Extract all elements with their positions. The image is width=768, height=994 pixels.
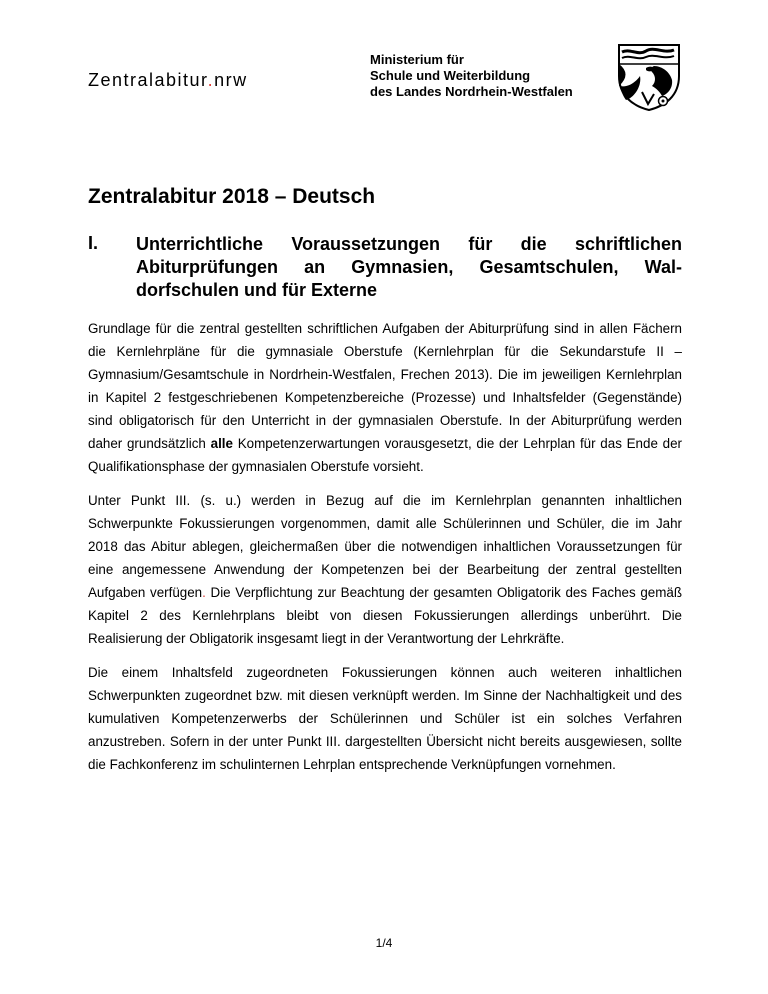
paragraph-text: Grundlage für die zentral gestellten schriftlichen Aufgaben der Abiturprüfung sind in allen Fächern die Kernlehrpläne für die gymnasiale Oberstufe (Kernlehrplan für die Sekundarstufe II – Gymnasium/Gesamtschule in Nordrhein-Westfalen, Frechen 2013). Die im jeweiligen Kernlehrplan in Kapitel 2 festgeschriebenen Kompetenzbereiche (Prozesse) und Inhaltsfelder (Gegenstände) sind obligatorisch für den Unterricht in der gymnasialen Oberstufe. In der Abiturprüfung werden daher grundsätzlich xyxy=(88,321,682,451)
nrw-coat-of-arms-icon xyxy=(616,42,682,112)
document-title: Zentralabitur 2018 – Deutsch xyxy=(88,185,376,208)
emphasis-text: alle xyxy=(210,436,233,451)
section-heading-block xyxy=(88,233,682,302)
paragraph-text: Die Verpflichtung zur Beachtung der gesamten Obligatorik des Faches gemäß Kapitel 2 des Kernlehrplans bleibt von diesen Fokussierungen allerdings unberührt. Die Realisierung der Obligatorik insgesamt liegt in der Verantwortung der Lehrkräfte. xyxy=(88,585,682,646)
paragraph-text: Kompetenzerwartungen vorausgesetzt, die der Lehrplan für das Ende der Qualifikationsphase der gymnasialen Oberstufe vorsieht. xyxy=(88,436,682,474)
document-body xyxy=(88,317,682,787)
ministry-line: Ministerium für xyxy=(370,52,464,67)
highlighted-period: . xyxy=(202,585,206,600)
paragraph xyxy=(88,317,682,478)
section-heading: Unterrichtliche Voraussetzungen für die schriftlichen Abiturprüfungen an Gymnasien, Gesamtschulen, Waldorfschulen und für Externe xyxy=(136,234,682,300)
paragraph-text: Unter Punkt III. (s. u.) werden in Bezug auf die im Kernlehrplan genannten inhaltlichen Schwerpunkte Fokussierungen vorgenommen, damit alle Schülerinnen und Schüler, die im Jahr 2018 das Abitur ablegen, gleichermaßen über die notwendigen inhaltlichen Voraussetzungen für eine angemessene Anwendung der Kompetenzen bei der Bearbeitung der zentral gestellten Aufgaben verfügen xyxy=(88,493,682,600)
ministry-name xyxy=(370,52,573,100)
paragraph: Die einem Inhaltsfeld zugeordneten Fokussierungen können auch weiteren inhaltlichen Schwerpunkten zugeordnet bzw. mit diesen verknüpft werden. Im Sinne der Nachhaltigkeit und des kumulativen Kompetenzerwerbs der Schülerinnen und Schüler ist ein solches Verfahren anzustreben. Sofern in der unter Punkt III. dargestellten Übersicht nicht bereits ausgewiesen, sollte die Fachkonferenz im schulinternen Lehrplan entsprechende Verknüpfungen vornehmen. xyxy=(88,665,682,772)
section-number: I. xyxy=(88,233,99,253)
ministry-line: des Landes Nordrhein-Westfalen xyxy=(370,84,573,99)
paragraph xyxy=(88,489,682,650)
brand-suffix: nrw xyxy=(214,70,248,90)
ministry-line: Schule und Weiterbildung xyxy=(370,68,531,83)
brand-logo xyxy=(88,70,248,91)
brand-text: Zentralabitur xyxy=(88,70,208,90)
brand-dot: . xyxy=(207,70,215,90)
page-number: 1/4 xyxy=(375,936,393,950)
